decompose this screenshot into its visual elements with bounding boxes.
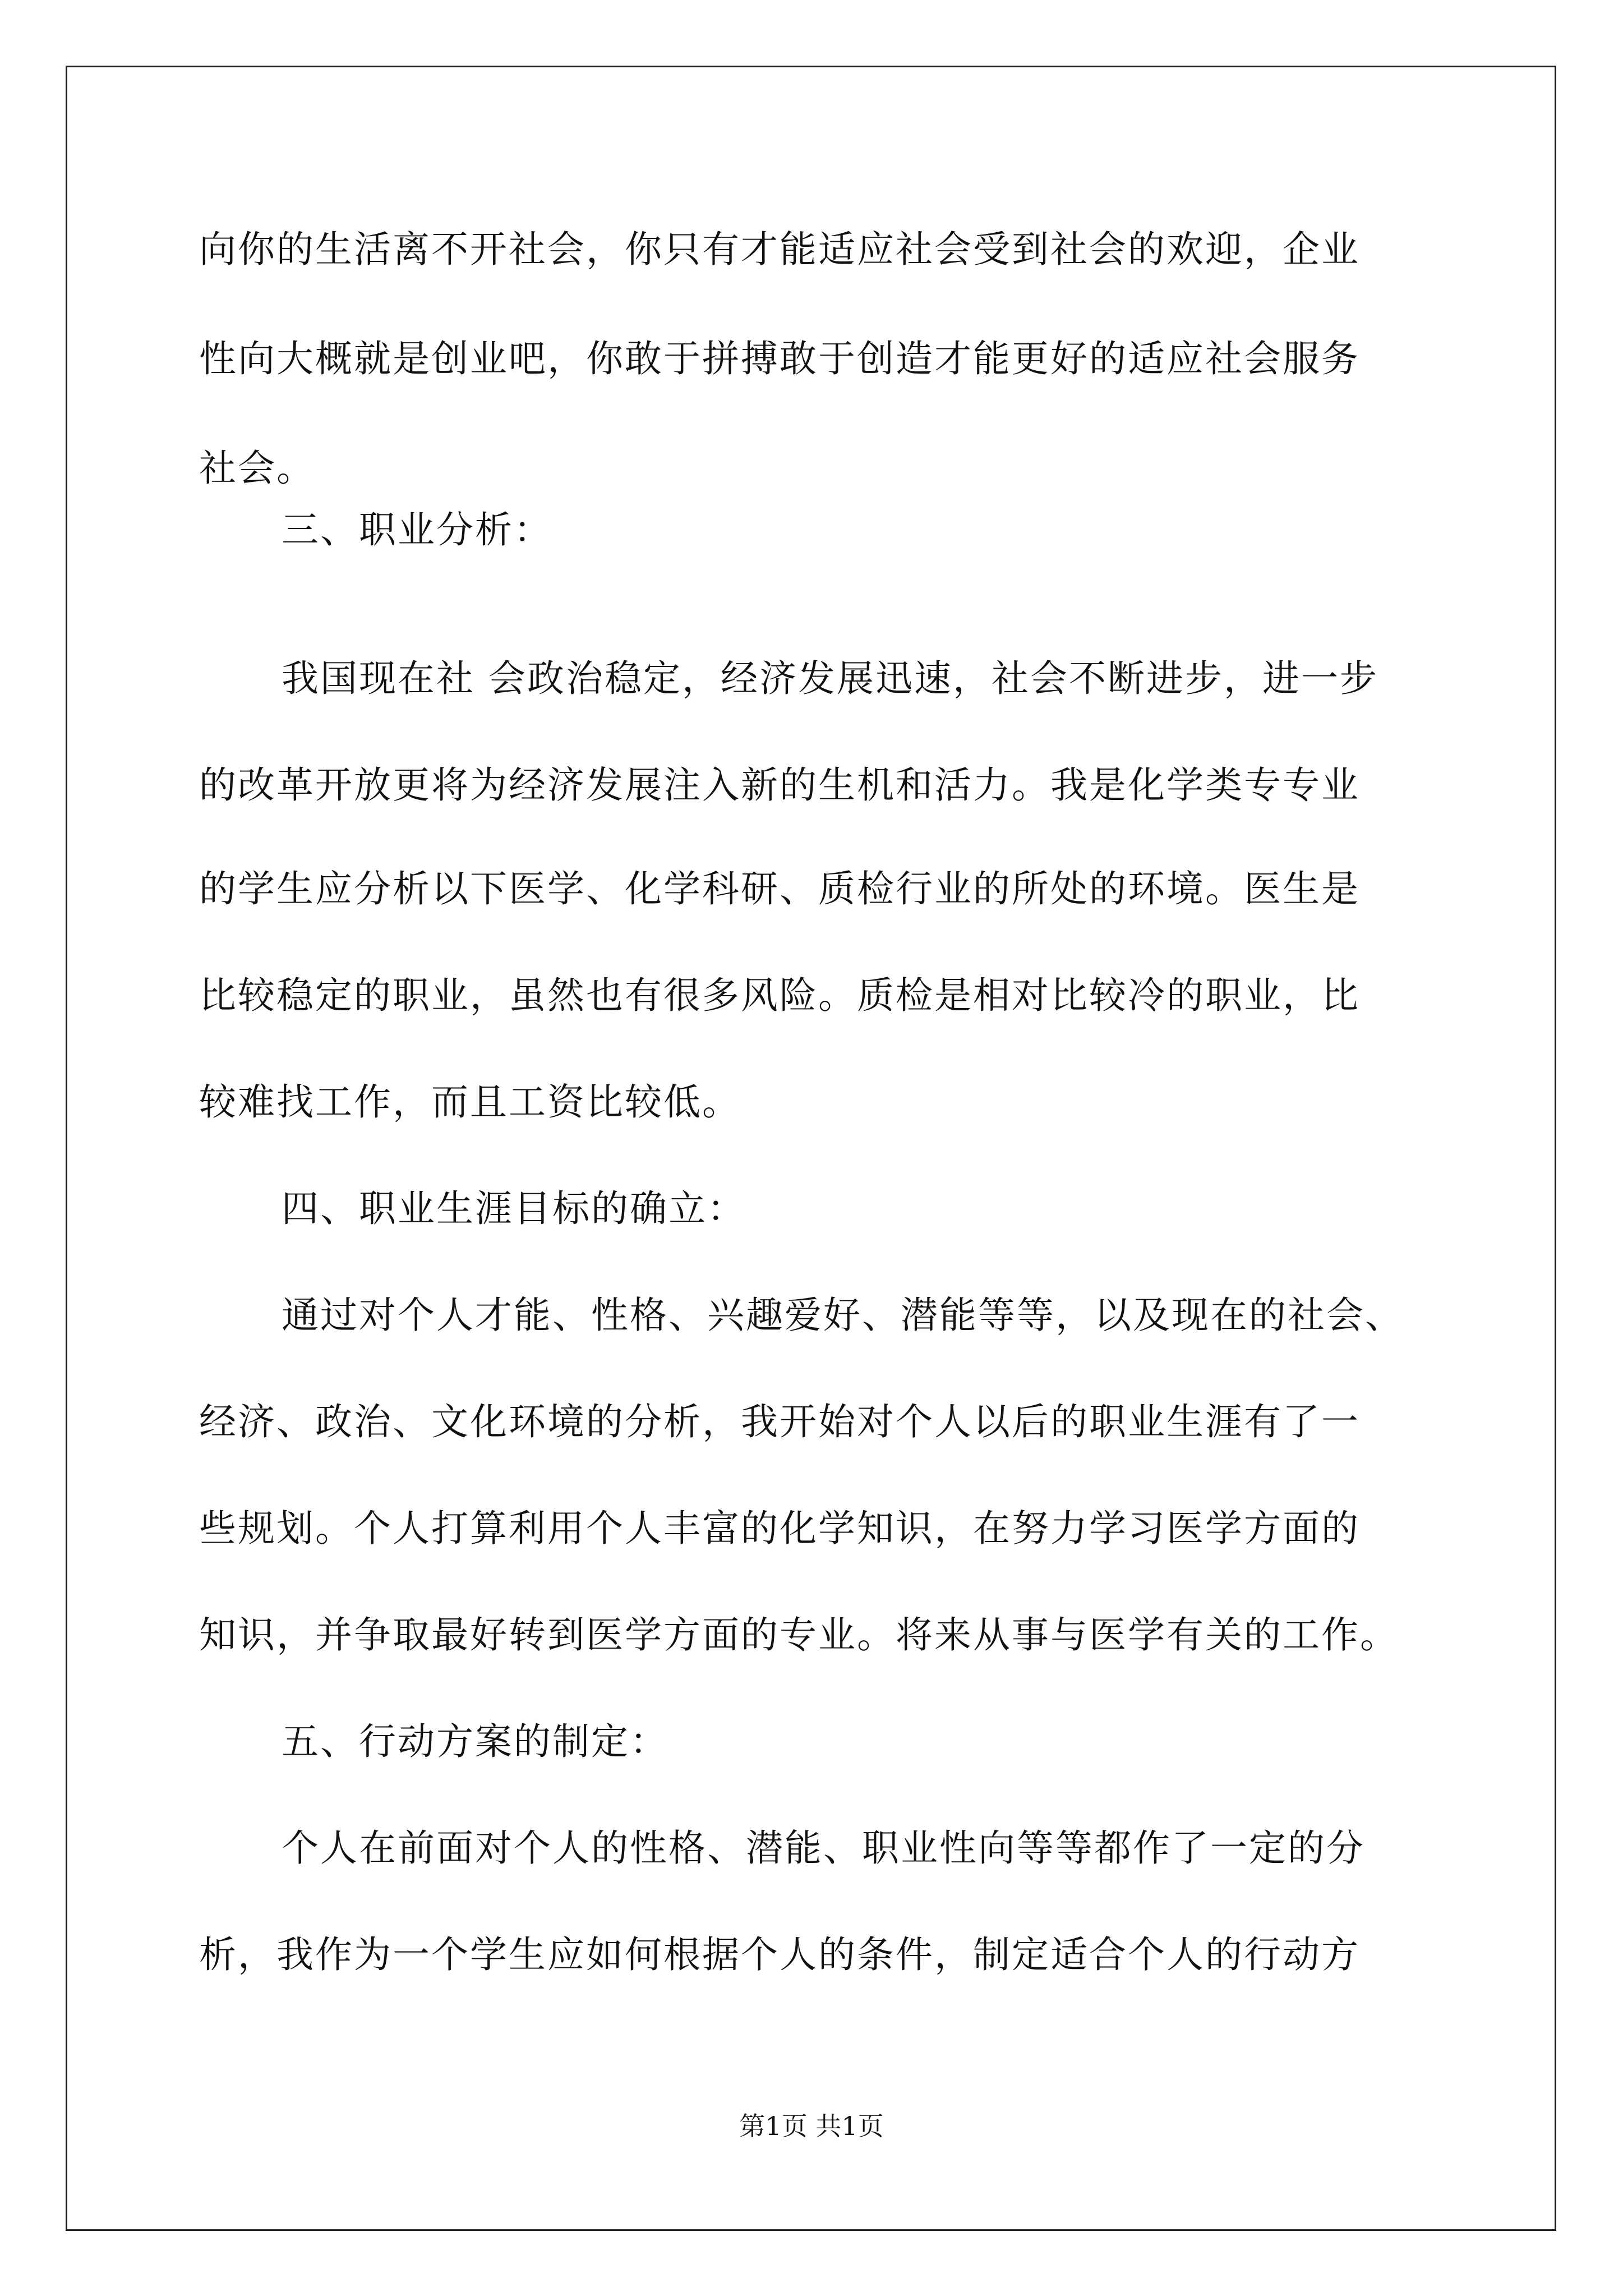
body-line: 我国现在社 会政治稳定，经济发展迅速，社会不断进步，进一步	[282, 657, 1378, 700]
section-heading: 五、行动方案的制定：	[282, 1720, 668, 1763]
section-heading: 三、职业分析：	[282, 508, 552, 551]
body-line: 比较稳定的职业，虽然也有很多风险。质检是相对比较冷的职业，比	[199, 974, 1360, 1017]
page-footer: 第1页 共1页	[739, 2111, 884, 2141]
body-line: 个人在前面对个人的性格、潜能、职业性向等等都作了一定的分	[282, 1826, 1365, 1870]
body-line: 社会。	[199, 447, 315, 490]
body-line: 析，我作为一个学生应如何根据个人的条件，制定适合个人的行动方	[199, 1933, 1360, 1976]
section-heading: 四、职业生涯目标的确立：	[282, 1187, 746, 1230]
page-border	[66, 66, 1556, 2231]
body-line: 的改革开放更将为经济发展注入新的生机和活力。我是化学类专专业	[199, 763, 1360, 807]
body-line: 较难找工作，而且工资比较低。	[199, 1080, 741, 1124]
body-line: 经济、政治、文化环境的分析，我开始对个人以后的职业生涯有了一	[199, 1400, 1360, 1443]
body-line: 通过对个人才能、性格、兴趣爱好、潜能等等，以及现在的社会、	[282, 1294, 1404, 1337]
body-line: 些规划。个人打算利用个人丰富的化学知识，在努力学习医学方面的	[199, 1507, 1360, 1550]
body-line: 知识，并争取最好转到医学方面的专业。将来从事与医学有关的工作。	[199, 1613, 1399, 1657]
body-line: 性向大概就是创业吧，你敢于拼搏敢于创造才能更好的适应社会服务	[199, 337, 1360, 380]
body-line: 向你的生活离不开社会，你只有才能适应社会受到社会的欢迎，企业	[199, 228, 1360, 271]
body-line: 的学生应分析以下医学、化学科研、质检行业的所处的环境。医生是	[199, 867, 1360, 910]
